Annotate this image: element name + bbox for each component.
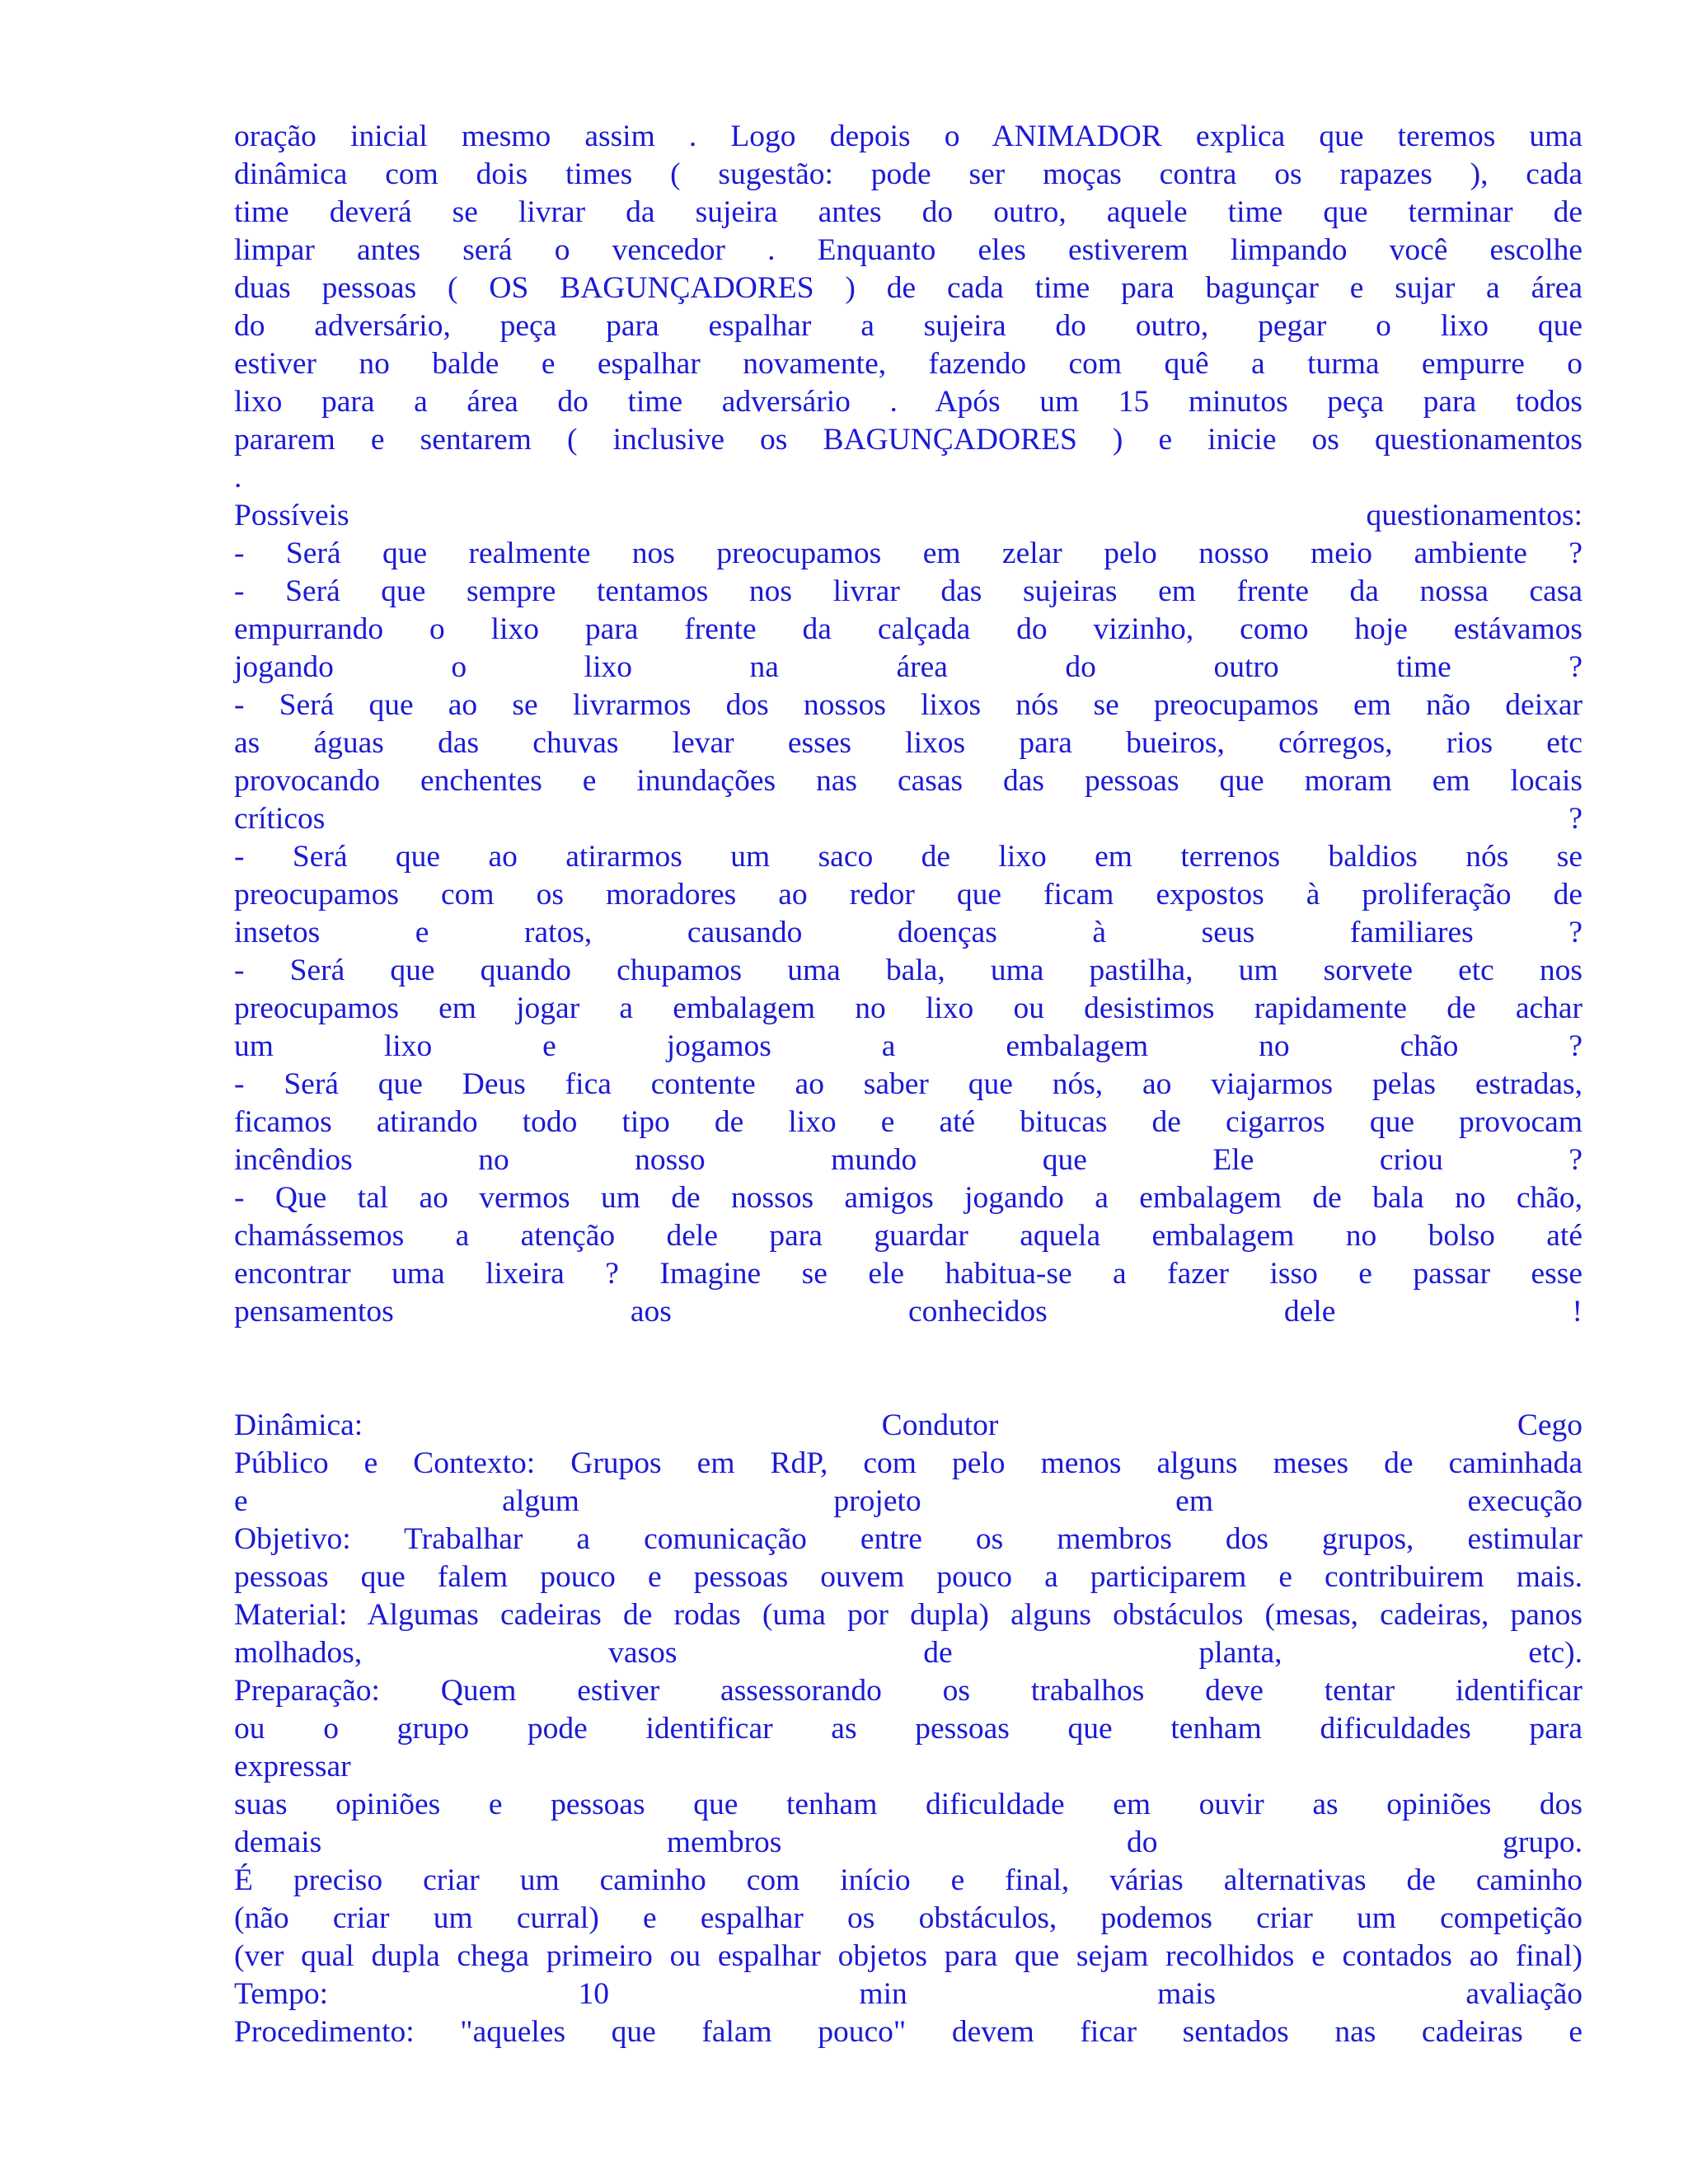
text-line: ou o grupo pode identificar as pessoas que tenham dificuldades para bbox=[234, 1712, 1582, 1746]
text-line: É preciso criar um caminho com início e final, várias alternativas de caminho bbox=[234, 1863, 1582, 1897]
question-line: - Que tal ao vermos um de nossos amigos jogando a embalagem de bala no chão, bbox=[234, 1181, 1582, 1215]
text-line: (ver qual dupla chega primeiro ou espalhar objetos para que sejam recolhidos e contados ao final) bbox=[234, 1939, 1582, 1973]
question-line: um lixo e jogamos a embalagem no chão ? bbox=[234, 1029, 1582, 1063]
text-line: suas opiniões e pessoas que tenham dificuldade em ouvir as opiniões dos bbox=[234, 1788, 1582, 1821]
text-line: lixo para a área do time adversário . Após um 15 minutos peça para todos bbox=[234, 385, 1582, 419]
text-line: estiver no balde e espalhar novamente, fazendo com quê a turma empurre o bbox=[234, 347, 1582, 381]
question-line: chamássemos a atenção dele para guardar aquela embalagem no bolso até bbox=[234, 1219, 1582, 1253]
section-dinamica-lixo bbox=[234, 118, 1582, 1331]
question-line: insetos e ratos, causando doenças à seus familiares ? bbox=[234, 916, 1582, 949]
text-line: Objetivo: Trabalhar a comunicação entre os membros dos grupos, estimular bbox=[234, 1522, 1582, 1556]
section-condutor-cego bbox=[234, 1407, 1582, 2051]
subheading-questionamentos: Possíveis questionamentos: bbox=[234, 499, 1582, 532]
text-line: time deverá se livrar da sujeira antes do outro, aquele time que terminar de bbox=[234, 195, 1582, 229]
text-line: . bbox=[234, 461, 242, 494]
question-line: preocupamos com os moradores ao redor que ficam expostos à proliferação de bbox=[234, 878, 1582, 912]
question-line: as águas das chuvas levar esses lixos para bueiros, córregos, rios etc bbox=[234, 726, 1582, 760]
text-line: Público e Contexto: Grupos em RdP, com pelo menos alguns meses de caminhada bbox=[234, 1446, 1582, 1480]
text-line: do adversário, peça para espalhar a sujeira do outro, pegar o lixo que bbox=[234, 309, 1582, 343]
question-line: - Será que sempre tentamos nos livrar das sujeiras em frente da nossa casa bbox=[234, 574, 1582, 608]
document-page bbox=[234, 118, 1582, 2051]
question-line: - Será que Deus fica contente ao saber que nós, ao viajarmos pelas estradas, bbox=[234, 1067, 1582, 1101]
text-line: Preparação: Quem estiver assessorando os trabalhos deve tentar identificar bbox=[234, 1674, 1582, 1708]
text-line: duas pessoas ( OS BAGUNÇADORES ) de cada time para bagunçar e sujar a área bbox=[234, 271, 1582, 305]
question-line: pensamentos aos conhecidos dele ! bbox=[234, 1295, 1582, 1329]
dinamica-title-line: Dinâmica: Condutor Cego bbox=[234, 1408, 1582, 1442]
text-line: e algum projeto em execução bbox=[234, 1484, 1582, 1518]
text-line: oração inicial mesmo assim . Logo depois o ANIMADOR explica que teremos uma bbox=[234, 120, 1582, 153]
question-line: ficamos atirando todo tipo de lixo e até bitucas de cigarros que provocam bbox=[234, 1105, 1582, 1139]
question-line: incêndios no nosso mundo que Ele criou ? bbox=[234, 1143, 1582, 1177]
question-line: - Será que ao se livrarmos dos nossos lixos nós se preocupamos em não deixar bbox=[234, 688, 1582, 722]
text-line: expressar bbox=[234, 1750, 351, 1783]
question-line: encontrar uma lixeira ? Imagine se ele habitua-se a fazer isso e passar esse bbox=[234, 1257, 1582, 1291]
text-line: pararem e sentarem ( inclusive os BAGUNÇADORES ) e inicie os questionamentos bbox=[234, 423, 1582, 457]
text-line: pessoas que falem pouco e pessoas ouvem pouco a participarem e contribuirem mais. bbox=[234, 1560, 1582, 1594]
text-line: (não criar um curral) e espalhar os obstáculos, podemos criar um competição bbox=[234, 1901, 1582, 1935]
question-line: - Será que ao atirarmos um saco de lixo em terrenos baldios nós se bbox=[234, 840, 1582, 874]
text-line: limpar antes será o vencedor . Enquanto eles estiverem limpando você escolhe bbox=[234, 233, 1582, 267]
text-line: Procedimento: "aqueles que falam pouco" devem ficar sentados nas cadeiras e bbox=[234, 2015, 1582, 2049]
text-line: Material: Algumas cadeiras de rodas (uma por dupla) alguns obstáculos (mesas, cadeiras, panos bbox=[234, 1598, 1582, 1632]
text-line: molhados, vasos de planta, etc). bbox=[234, 1636, 1582, 1670]
question-line: jogando o lixo na área do outro time ? bbox=[234, 650, 1582, 684]
question-line: preocupamos em jogar a embalagem no lixo ou desistimos rapidamente de achar bbox=[234, 991, 1582, 1025]
question-line: provocando enchentes e inundações nas casas das pessoas que moram em locais bbox=[234, 764, 1582, 798]
text-line: Tempo: 10 min mais avaliação bbox=[234, 1977, 1582, 2011]
text-line: demais membros do grupo. bbox=[234, 1825, 1582, 1859]
question-line: - Será que quando chupamos uma bala, uma pastilha, um sorvete etc nos bbox=[234, 954, 1582, 987]
question-line: empurrando o lixo para frente da calçada do vizinho, como hoje estávamos bbox=[234, 612, 1582, 646]
section-spacer bbox=[234, 1331, 1582, 1407]
question-line: - Será que realmente nos preocupamos em zelar pelo nosso meio ambiente ? bbox=[234, 537, 1582, 570]
text-line: dinâmica com dois times ( sugestão: pode ser moças contra os rapazes ), cada bbox=[234, 157, 1582, 191]
question-line: críticos ? bbox=[234, 802, 1582, 836]
